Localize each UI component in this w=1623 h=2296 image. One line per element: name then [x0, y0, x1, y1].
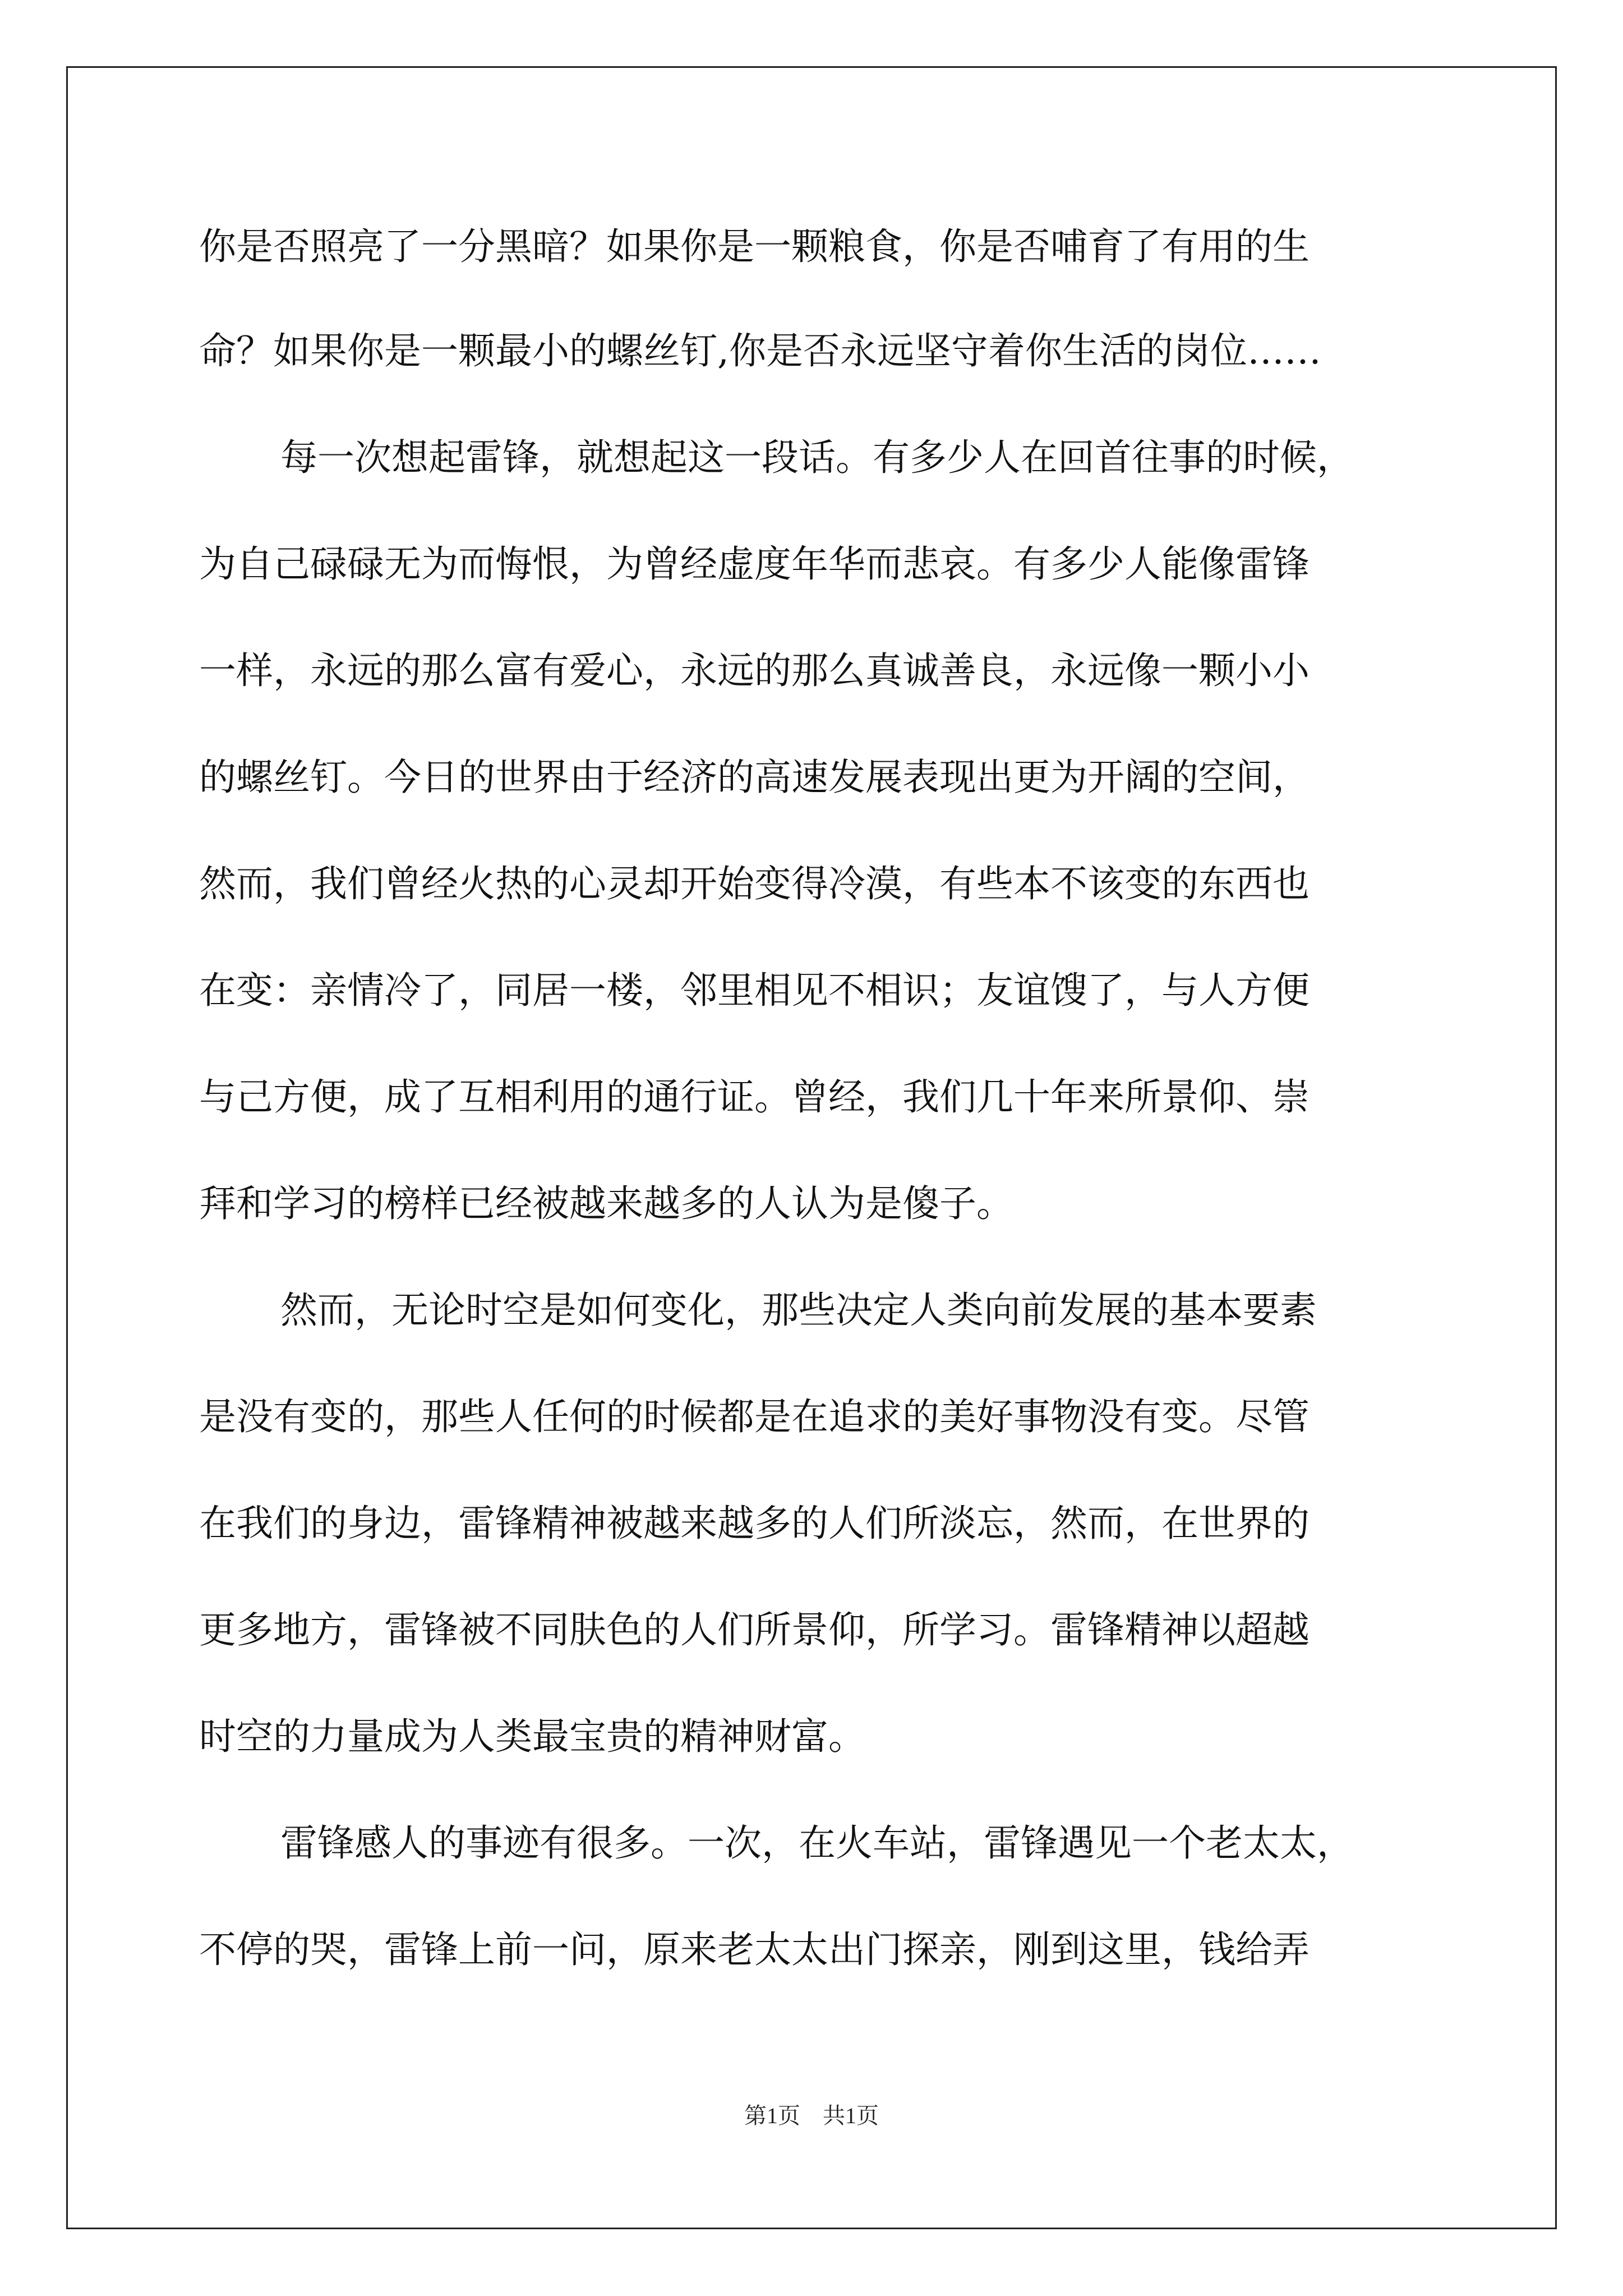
text-line: 一样，永远的那么富有爱心，永远的那么真诚善良，永远像一颗小小 [199, 649, 1310, 692]
text-line: 更多地方，雷锋被不同肤色的人们所景仰，所学习。雷锋精神以超越 [199, 1608, 1310, 1651]
text-line: 是没有变的，那些人任何的时候都是在追求的美好事物没有变。尽管 [199, 1395, 1310, 1438]
text-line: 为自己碌碌无为而悔恨，为曾经虚度年华而悲哀。有多少人能像雷锋 [199, 542, 1310, 586]
text-line: 时空的力量成为人类最宝贵的精神财富。 [199, 1715, 865, 1758]
text-line: 在我们的身边，雷锋精神被越来越多的人们所淡忘，然而，在世界的 [199, 1502, 1310, 1545]
text-line: 与己方便，成了互相利用的通行证。曾经，我们几十年来所景仰、崇 [199, 1075, 1310, 1119]
text-line: 你是否照亮了一分黑暗？如果你是一颗粮食，你是否哺育了有用的生 [199, 225, 1310, 268]
text-line: 的螺丝钉。今日的世界由于经济的高速发展表现出更为开阔的空间， [199, 756, 1310, 799]
text-line: 在变：亲情冷了，同居一楼，邻里相见不相识；友谊馊了，与人方便 [199, 969, 1310, 1012]
paragraph-start-line: 雷锋感人的事迹有很多。一次，在火车站，雷锋遇见一个老太太， [280, 1821, 1354, 1865]
page-number-footer: 第1页 共1页 [744, 2103, 879, 2128]
text-line: 拜和学习的榜样已经被越来越多的人认为是傻子。 [199, 1182, 1013, 1225]
text-line: 命？如果你是一颗最小的螺丝钉,你是否永远坚守着你生活的岗位…… [199, 329, 1321, 372]
paragraph-start-line: 每一次想起雷锋，就想起这一段话。有多少人在回首往事的时候， [280, 436, 1354, 479]
text-line: 不停的哭，雷锋上前一问，原来老太太出门探亲，刚到这里，钱给弄 [199, 1928, 1310, 1971]
paragraph-start-line: 然而，无论时空是如何变化，那些决定人类向前发展的基本要素 [280, 1289, 1317, 1332]
page-border [66, 66, 1557, 2229]
text-line: 然而，我们曾经火热的心灵却开始变得冷漠，有些本不该变的东西也 [199, 862, 1310, 905]
